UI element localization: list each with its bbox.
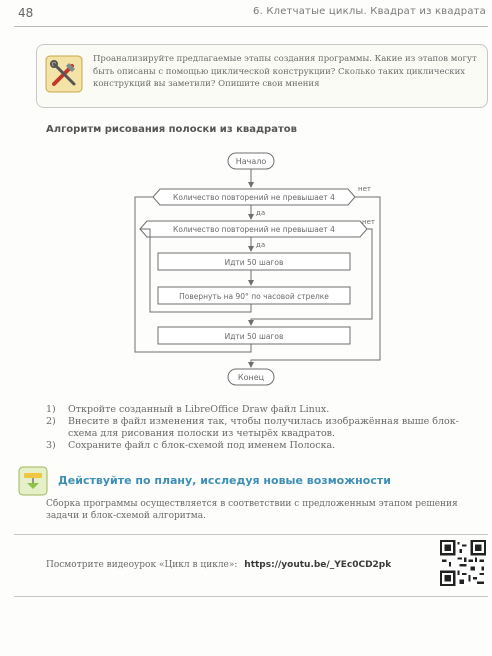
step-text: Откройте созданный в LibreOffice Draw файл Linux. <box>68 404 330 415</box>
step-number: 2) <box>46 416 56 427</box>
list-item <box>46 440 486 452</box>
list-item <box>46 416 486 440</box>
figure-caption: Алгоритм рисования полоски из квадратов <box>46 124 297 135</box>
steps-list <box>46 404 486 452</box>
end-label: Конец <box>237 373 265 382</box>
inner-condition-label: Количество повторений не превышает 4 <box>173 225 335 234</box>
act-by-plan-icon <box>18 466 48 496</box>
qr-code-icon[interactable] <box>440 540 486 586</box>
list-item <box>46 404 486 416</box>
running-header: 6. Клетчатые циклы. Квадрат из квадрата <box>253 6 486 17</box>
outer-no-label: нет <box>358 185 371 193</box>
step-text: Внесите в файл изменения так, чтобы получилась изображённая выше блок-схема для рисования полоски из четырёх квадратов. <box>68 416 459 439</box>
video-label: Посмотрите видеоурок «Цикл в цикле»: <box>46 560 238 570</box>
action-go-2-label: Идти 50 шагов <box>224 332 284 341</box>
outer-condition-label: Количество повторений не превышает 4 <box>173 193 335 202</box>
inner-no-label: нет <box>362 218 375 226</box>
start-label: Начало <box>235 157 267 166</box>
inner-yes-label: да <box>256 241 266 249</box>
divider <box>14 596 488 597</box>
outer-yes-label: да <box>256 209 266 217</box>
divider <box>14 534 488 535</box>
task-text: Проанализируйте предлагаемые этапы создания программы. Какие из этапов могут быть описаны с помощью циклической конструкции? Сколько таких циклических конструкций вы заметили? Опишите свои мнения <box>93 54 477 89</box>
step-number: 3) <box>46 440 56 451</box>
video-link[interactable]: https://youtu.be/_YEc0CD2pk <box>244 560 392 570</box>
action-go-1-label: Идти 50 шагов <box>224 258 284 267</box>
action-turn-label: Повернуть на 90° по часовой стрелке <box>179 292 329 301</box>
action-text: Сборка программы осуществляется в соответствии с предложенным этапом решения задачи и блок-схемой алгоритма. <box>46 499 458 521</box>
step-number: 1) <box>46 404 56 415</box>
action-title: Действуйте по плану, исследуя новые возможности <box>58 474 391 487</box>
page-number: 48 <box>18 6 34 20</box>
step-text: Сохраните файл с блок-схемой под именем Полоска. <box>68 440 336 451</box>
video-line <box>46 560 391 570</box>
